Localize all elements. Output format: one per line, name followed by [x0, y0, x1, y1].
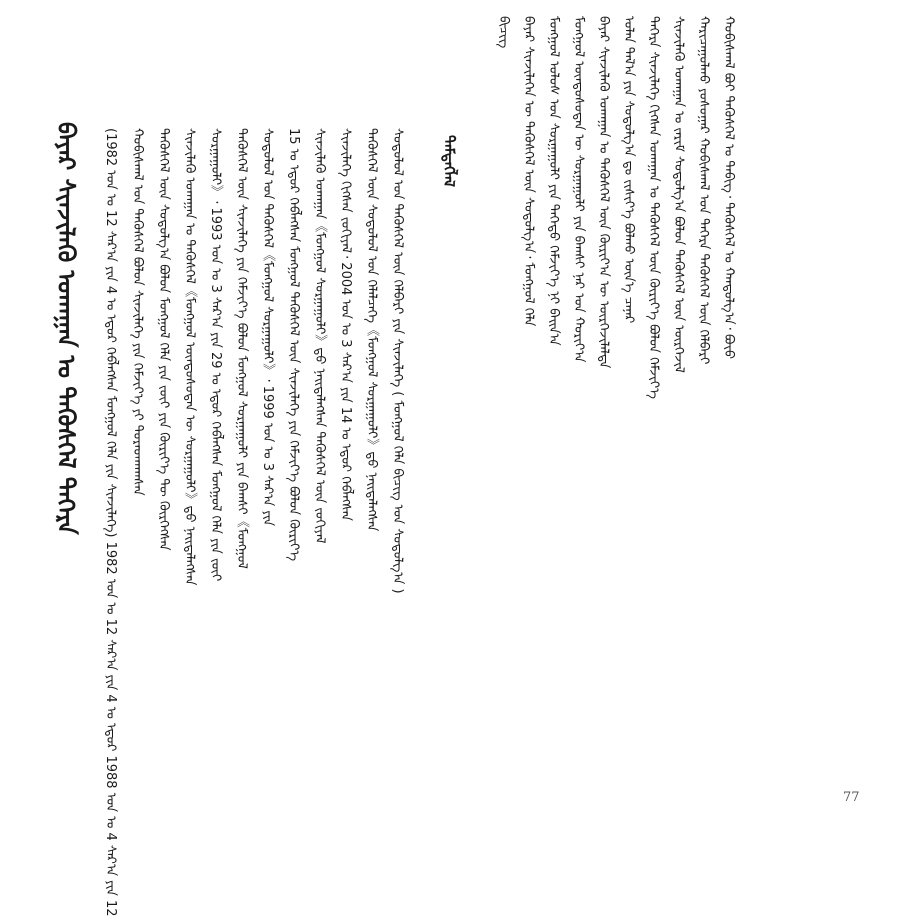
body-line: ᠰᠢᠨᠵᠢᠯᠡᠬᠦ ᠤᠬᠠᠭᠠᠨ ᠤ ᠲᠡᠭᠦᠰᠬᠡᠯ《ᠮᠣᠩᠭᠣᠯ ᠦᠨᠳᠦᠰᠦᠲᠡᠨ ᠦ ᠰᠤᠷᠭᠠᠭᠤᠯᠢ》ᠳ᠋ᠤ ᠨᠡᠢᠲᠡᠯᠡᠭᠰᠡᠨ — [182, 128, 197, 586]
body-line: 15 ᠤ ᠡᠳᠦᠷ ᠬᠡᠪᠯᠡᠭᠰᠡᠨ ᠮᠣᠩᠭᠣᠯ ᠲᠡᠭᠦᠰᠬᠡᠯ ᠦᠨ ᠰᠢᠨᠵᠢᠯᠡᠭᠡ ᠶᠢᠨ ᠬᠡᠮᠵᠢᠶ᠎ᠡ ᠪᠤᠯᠤᠨ ᠬᠦᠷᠢᠶ᠎ᠡ — [286, 128, 301, 562]
body-line: ᠰᠤᠷᠭᠠᠭᠤᠯᠢ》᠂ 1993 ᠣᠨ ᠤ 3 ᠰᠠᠷ᠎ᠠ ᠶᠢᠨ 29 ᠤ ᠡᠳᠦᠷ ᠬᠡᠪᠯᠡᠭᠰᠡᠨ ᠮᠣᠩᠭᠣᠯ ᠬᠡᠯᠡ ᠶᠢᠨ ᠵᠦᠢ — [208, 128, 223, 582]
list-line: ᠮᠣᠩᠭᠣᠯ ᠦᠨᠳᠦᠰᠦᠲᠡᠨ ᠦ ᠰᠤᠷᠭᠠᠭᠤᠯᠢ ᠶᠢᠨ ᠪᠠᠭᠰᠢ ᠨᠠᠷ ᠤᠨ ᠬᠣᠷᠢᠶ᠎ᠠ — [571, 16, 586, 363]
body-line: ᠬᠤᠪᠢᠰᠬᠠᠯ ᠤᠨ ᠲᠡᠭᠦᠰᠬᠡᠯ ᠪᠣᠯᠤᠨ ᠰᠢᠨᠵᠢᠯᠡᠭᠡ ᠶᠢᠨ ᠬᠡᠮᠵᠢᠶ᠎ᠡ ᠶᠢ ᠳᠤᠷᠠᠳᠬᠠᠭᠰᠠᠨ — [130, 128, 145, 496]
body-line: ᠰᠢᠨᠵᠢᠯᠡᠬᠦ ᠤᠬᠠᠭᠠᠨ《ᠮᠣᠩᠭᠣᠯ ᠰᠤᠷᠭᠠᠭᠤᠯᠢ》ᠳ᠋ᠤ ᠨᠡᠢᠲᠡᠯᠡᠭᠰᠡᠨ ᠲᠡᠭᠦᠰᠬᠡᠯ ᠦᠨ ᠵᠣᠬᠢᠶᠠᠯ — [312, 128, 327, 544]
list-line: ᠪᠢᠴᠢᠭ — [496, 16, 511, 49]
page-number: 77 — [843, 790, 860, 805]
list-line: ᠬᠤᠪᠢᠰᠬᠠᠯ ᠪᠤᠢ ᠲᠡᠭᠦᠰᠬᠡᠯ ᠤ ᠳᠡᠪᠢᠭ᠂ ᠲᠡᠭᠦᠰᠬᠡᠯ ᠤ ᠬᠠᠨᠳᠤᠯᠭ᠎ᠠ᠂ ᠪᠤᠶ᠋ᠤ — [721, 16, 736, 360]
body-line: ᠲᠡᠭᠦᠰᠬᠡᠯ ᠦᠨ ᠰᠤᠳᠤᠯᠭ᠎ᠠ ᠪᠣᠯᠤᠨ ᠮᠣᠩᠭᠣᠯ ᠬᠡᠯᠡ ᠶᠢᠨ ᠵᠦᠢ ᠶᠢᠨ ᠬᠦᠷᠢᠶ᠎ᠡ ᠲᠦ ᠬᠦᠷᠭᠡᠭᠰᠡᠨ — [156, 128, 171, 551]
list-line: ᠬᠠᠷᠢᠴᠠᠭᠤᠯᠬᠤ ᠶᠤᠰᠤᠭᠠᠷ ᠬᠤᠪᠢᠰᠬᠠᠯ ᠤᠨ ᠳᠡᠭᠡᠷᠡ ᠲᠡᠭᠦᠰᠬᠡᠯ ᠦᠨ ᠬᠡᠯᠪᠡᠷᠢ — [696, 16, 711, 365]
list-line: ᠰᠢᠨᠵᠢᠯᠡᠬᠦ ᠤᠬᠠᠭᠠᠨ ᠤ ᠵᠠᠷᠢᠮ ᠰᠤᠳᠤᠯᠭ᠎ᠠ ᠪᠤᠯᠤᠨ ᠲᠡᠭᠦᠰᠬᠡᠯ ᠦᠨ ᠦᠷᠭᠡᠵᠢᠯ — [671, 16, 686, 373]
list-line: ᠳᠡᠭᠡᠷᠡ ᠰᠢᠨᠵᠢᠯᠡᠭᠡ ᠬᠢᠭᠰᠡᠨ ᠤᠬᠠᠭᠠᠨ ᠤ ᠲᠡᠭᠦᠰᠬᠡᠯ ᠦᠨ ᠬᠦᠷᠢᠶ᠎ᠡ ᠪᠤᠯᠤᠨ ᠬᠡᠮᠵᠢᠶ᠎ᠡ — [646, 16, 661, 399]
body-line: (1982 ᠣᠨ ᠤ 12 ᠰᠠᠷ᠎ᠠ ᠶᠢᠨ 4 ᠤ ᠡᠳᠦᠷ ᠬᠡᠪᠯᠡᠭᠰᠡᠨ ᠮᠣᠩᠭᠣᠯ ᠬᠡᠯᠡ ᠶᠢᠨ ᠰᠢᠨᠵᠢᠯᠡᠭᠡ) 1982 ᠣᠨ ᠤ 12 ᠰᠠᠷ᠎ᠠ ᠶᠢᠨ 4 ᠤ ᠡᠳᠦᠷ 1988 ᠣᠨ ᠤ 4 ᠰᠠᠷ᠎ᠠ ᠶᠢᠨ 12 — [103, 128, 118, 917]
section-heading: ᠲᠡᠮᠳᠡᠭᠯᠡᠯ — [440, 135, 458, 188]
list-line: ᠪᠠᠶᠠᠷ ᠰᠢᠨᠵᠢᠯᠡᠭᠡᠨ ᠦ ᠲᠡᠭᠦᠰᠬᠡᠯ ᠦᠨ ᠰᠤᠳᠤᠯᠭ᠎ᠠ᠂ ᠮᠣᠩᠭᠣᠯ ᠬᠡᠯᠡ — [521, 16, 536, 327]
body-line: ᠰᠢᠨᠵᠢᠯᠡᠭᠡ ᠬᠢᠭᠰᠡᠨ ᠵᠤᠬᠢᠶᠠᠯ᠂ 2004 ᠣᠨ ᠤ 3 ᠰᠠᠷ᠎ᠠ ᠶᠢᠨ 14 ᠤ ᠡᠳᠦᠷ ᠬᠡᠪᠯᠡᠭᠰᠡᠨ — [338, 128, 353, 521]
list-line: ᠣᠯᠠᠨ ᠲᠠᠯ᠎ᠠ ᠶᠢᠨ ᠰᠤᠳᠤᠯᠭ᠎ᠠ ᠳᠤ ᠵᠢᠱᠢᠶ᠎ᠡ ᠪᠣᠯᠬᠤ ᠦᠨ᠎ᠡ ᠴᠡᠨᠡᠷ — [621, 16, 636, 324]
body-line: ᠲᠡᠭᠦᠰᠬᠡᠯ ᠦᠨ ᠰᠤᠳᠤᠯᠤᠯ ᠤᠨ ᠬᠡᠯᠡᠯᠴᠡᠭᠡ《ᠮᠣᠩᠭᠣᠯ ᠰᠤᠷᠭᠠᠭᠤᠯᠢ》ᠳ᠋ᠤ ᠨᠡᠢᠲᠡᠯᠡᠭᠰᠡᠨ — [364, 128, 379, 532]
list-line: ᠪᠠᠶᠠᠷ ᠰᠢᠨᠵᠢᠯᠡᠬᠦ ᠤᠬᠠᠭᠠᠨ ᠤ ᠲᠡᠭᠦᠰᠬᠡᠯ ᠦᠨ ᠬᠦᠷᠢᠶ᠎ᠡᠨ ᠦ ᠦᠷᠭᠡᠵᠢᠯᠡᠯᠲᠡ — [596, 16, 611, 369]
body-line: ᠲᠡᠭᠦᠰᠬᠡᠯ ᠦᠨ ᠰᠢᠨᠵᠢᠯᠡᠭᠡ ᠶᠢᠨ ᠬᠡᠮᠵᠢᠶ᠎ᠡ ᠪᠤᠯᠤᠨ ᠮᠣᠩᠭᠣᠯ ᠰᠤᠷᠭᠠᠭᠤᠯᠢ ᠶᠢᠨ ᠪᠠᠭᠰᠢ《ᠮᠣᠩᠭᠣᠯ — [234, 128, 249, 569]
list-line: ᠮᠣᠩᠭᠣᠯ ᠤᠯᠤᠰ ᠤᠨ ᠰᠤᠷᠭᠠᠭᠤᠯᠢ ᠶᠢᠨ ᠳᠡᠭᠡᠳᠦ ᠬᠡᠮᠵᠢᠶ᠎ᠡ ᠨᠢ ᠪᠠᠢᠨ᠎ᠠ — [546, 16, 561, 346]
page-title: ᠪᠠᠶᠠᠷ ᠰᠢᠨᠵᠢᠯᠡᠬᠦ ᠤᠬᠠᠭᠠᠨ ᠤ ᠲᠡᠭᠦᠰᠬᠡᠯ ᠳᠡᠭᠡᠷᠡ — [52, 122, 80, 535]
body-line: ᠰᠤᠳᠤᠯᠤᠯ ᠤᠨ ᠲᠡᠭᠦᠰᠬᠡᠯ ᠦᠨ ᠬᠡᠯᠪᠡᠷᠢ ᠶᠢᠨ ᠰᠢᠨᠵᠢᠯᠡᠭᠡ ( ᠮᠣᠩᠭᠣᠯ ᠬᠡᠯᠡ ᠪᠢᠴᠢᠭ ᠤᠨ ᠰᠤᠳᠤᠯᠭ᠎ᠠ ) — [390, 128, 405, 594]
body-line: ᠰᠤᠳᠤᠯᠤᠯ ᠤᠨ ᠲᠡᠭᠦᠰᠬᠡᠯ《ᠮᠣᠩᠭᠣᠯ ᠰᠤᠷᠭᠠᠭᠤᠯᠢ》᠂ 1999 ᠣᠨ ᠤ 3 ᠰᠠᠷ᠎ᠠ ᠶᠢᠨ — [260, 128, 275, 527]
